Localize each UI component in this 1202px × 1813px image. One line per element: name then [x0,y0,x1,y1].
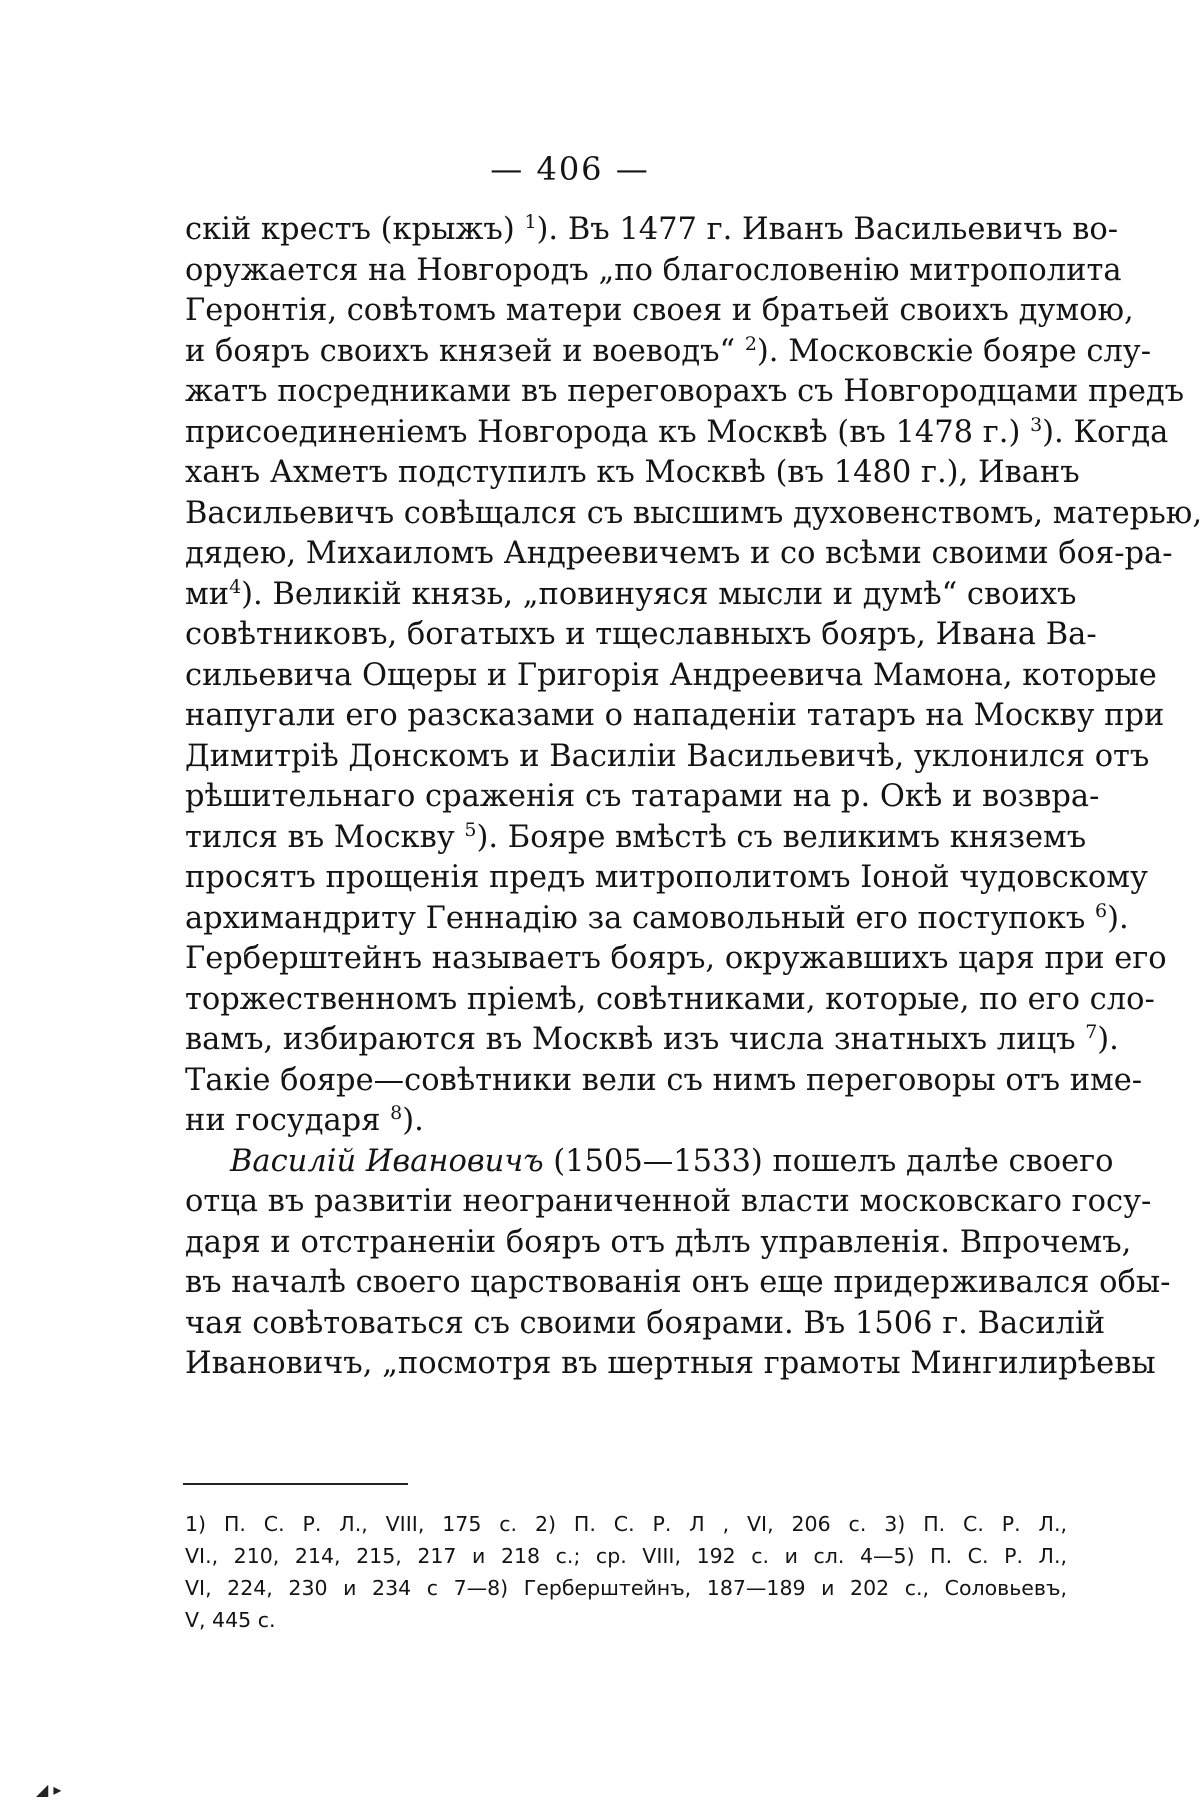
footnote-ref: 7 [1085,1020,1098,1043]
footnote-line: V, 445 с. [185,1608,276,1632]
text-line: Ивановичъ, „посмотря въ шертныя грамоты Мингилирѣевы [185,1346,1156,1381]
text-line: въ началѣ своего царствованія онъ еще придерживался обы- [185,1265,1171,1300]
text-line: жатъ посредниками въ переговорахъ съ Новгородцами предъ [185,374,1185,409]
text-line: торжественномъ пріемѣ, совѣтниками, которые, по его сло- [185,981,1155,1017]
text-line: даря и отстраненіи бояръ отъ дѣлъ управленія. Впрочемъ, [185,1224,1132,1260]
text-line: вамъ, избираются въ Москвѣ изъ числа знатныхъ лицъ $^7$). [185,1020,1119,1057]
text-line: сильевича Ощеры и Григорія Андреевича Мамона, которые [185,657,1157,693]
text-line: скій крестъ (крыжъ) $^1$). Въ 1477 г. Иванъ Васильевичъ во- [185,210,1119,247]
footnote-ref: 6 [1095,899,1108,922]
footnote-divider [183,1483,408,1485]
text-line: совѣтниковъ, богатыхъ и тщеславныхъ бояръ, Ивана Ва- [185,617,1097,652]
footnote-ref: 8 [390,1101,403,1124]
footnote-ref: 1 [524,210,537,233]
text-line: $ми^4$). Великій князь, „повинуяся мысли и думѣ“ своихъ [185,575,1077,612]
text-line: чая совѣтоваться съ своими боярами. Въ 1506 г. Василій [185,1305,1106,1341]
footnote-ref: 5 [464,818,477,841]
text-line: напугали его разсказами о нападеніи татаръ на Москву при [185,698,1165,733]
text-line: Герберштейнъ называетъ бояръ, окружавшихъ царя при его [185,941,1167,976]
page-number: — 406 — [490,150,650,188]
footnote-ref: 3 [1030,413,1043,436]
text-line: просятъ прощенія предъ митрополитомъ Іоной чудовскому [185,860,1148,895]
text-line: присоединеніемъ Новгорода къ Москвѣ (въ 1478 г.) $^3$). Когда [185,413,1169,450]
text-line: дядею, Михаиломъ Андреевичемъ и со всѣми своими боя-ра- [185,536,1173,571]
paragraph-1 [185,210,1202,1142]
footnote-ref: 4 [229,575,242,598]
text-line: архимандриту Геннадію за самовольный его поступокъ $^6$). [185,899,1129,936]
text-line: Геронтія, совѣтомъ матери своея и братьей своихъ думою, [185,293,1134,328]
text-line: Василій Ивановичъ (1505—1533) пошелъ далѣе своего [230,1143,1114,1179]
footnote-line: VI., 210, 214, 215, 217 и 218 с.; ср. VIII, 192 с. и сл. 4—5) П. С. Р. Л., [185,1544,1067,1568]
text-line: Такіе бояре—совѣтники вели съ нимъ переговоры отъ име- [185,1062,1143,1098]
main-text [185,210,1202,1385]
text-line: оружается на Новгородъ „по благословенію митрополита [185,252,1122,288]
text-line: тился въ Москву $^5$). Бояре вмѣстѣ съ великимъ княземъ [185,818,1087,855]
text-line: ханъ Ахметъ подступилъ къ Москвѣ (въ 1480 г.), Иванъ [185,455,1080,490]
footnotes [185,1508,1067,1636]
text-line: ни государя $^8$). [185,1101,424,1138]
footnote-line: VI, 224, 230 и 234 с 7—8) Герберштейнъ, 187—189 и 202 с., Соловьевъ, [185,1576,1067,1600]
text-line: Димитріѣ Донскомъ и Василіи Васильевичѣ, уклонился отъ [185,738,1150,774]
text-line: Васильевичъ совѣщался съ высшимъ духовенствомъ, матерью, [185,495,1202,531]
text-line: отца въ развитіи неограниченной власти московскаго госу- [185,1184,1152,1219]
paragraph-2 [185,1142,1171,1385]
ruler-name: Василій Ивановичъ [230,1143,544,1179]
footnote-line: 1) П. С. Р. Л., VIII, 175 с. 2) П. С. Р. Л , VI, 206 с. 3) П. С. Р. Л., [185,1512,1067,1536]
text-line: рѣшительнаго сраженія съ татарами на р. Окѣ и возвра- [185,779,1100,814]
text-line: и бояръ своихъ князей и воеводъ“ $^2$). Московскіе бояре слу- [185,332,1152,369]
scan-mark-icon: ◢ ▸ [36,1780,62,1799]
footnote-ref: 2 [744,332,757,355]
